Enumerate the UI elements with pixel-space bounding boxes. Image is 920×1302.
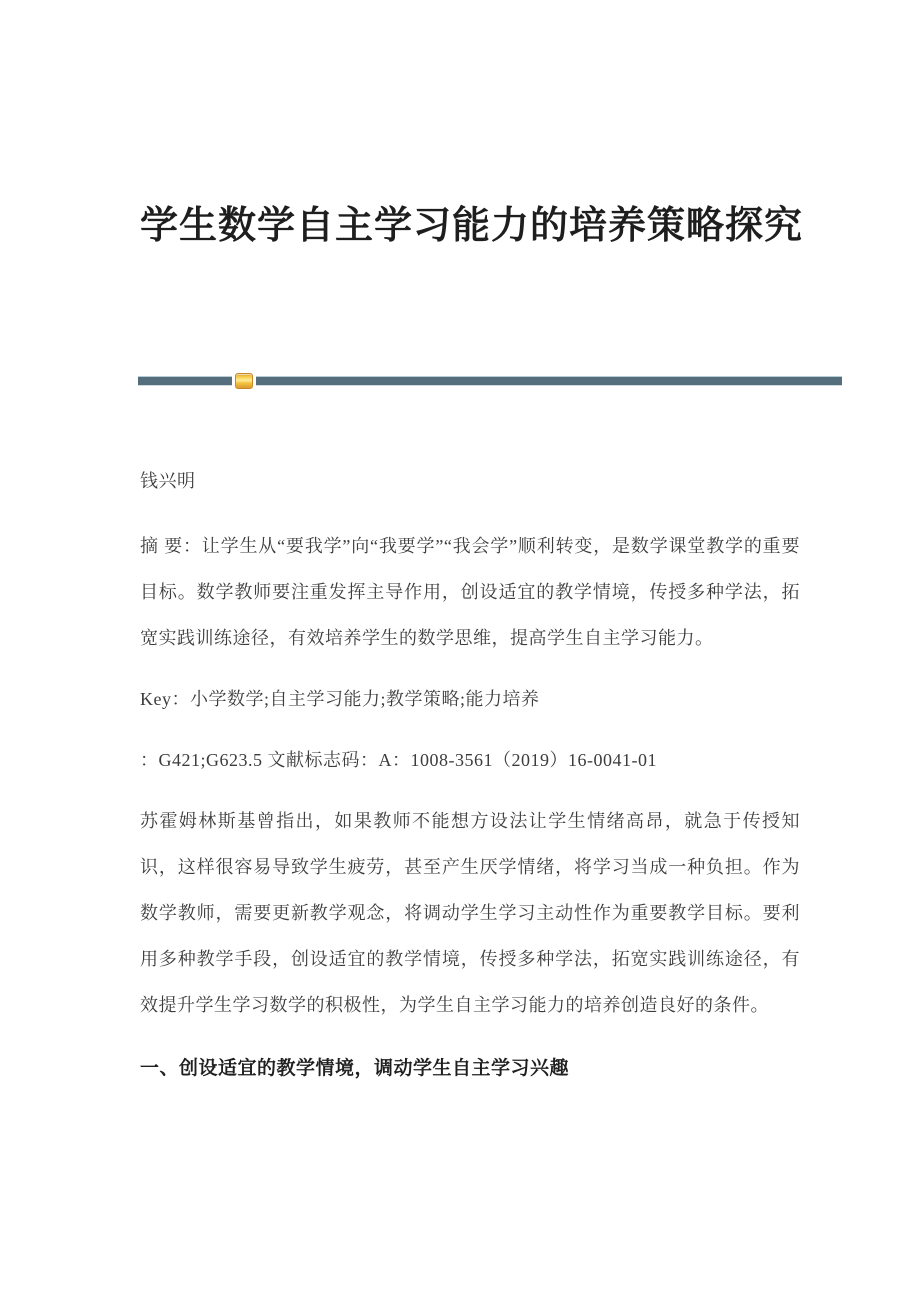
abstract-paragraph: 摘 要：让学生从“要我学”向“我要学”“我会学”顺利转变，是数学课堂教学的重要目标。数学教师要注重发挥主导作用，创设适宜的教学情境，传授多种学法，拓宽实践训练途径，有效培养学生的数学思维，提高学生自主学习能力。	[140, 536, 800, 648]
classification-line: ：G421;G623.5 文献标志码：A：1008-3561（2019）16-0041-01	[140, 750, 657, 770]
body-paragraph: 苏霍姆林斯基曾指出，如果教师不能想方设法让学生情绪高昂，就急于传授知识，这样很容易导致学生疲劳，甚至产生厌学情绪，将学习当成一种负担。作为数学教师，需要更新教学观念，将调动学生学习主动性作为重要教学目标。要利用多种教学手段，创设适宜的教学情境，传授多种学法，拓宽实践训练途径，有效提升学生学习数学的积极性，为学生自主学习能力的培养创造良好的条件。	[140, 811, 800, 1015]
section-heading: 一、创设适宜的教学情境，调动学生自主学习兴趣	[140, 1058, 570, 1079]
divider-bar-left	[138, 376, 232, 386]
document-content	[140, 0, 804, 1084]
divider-bar-right	[256, 376, 842, 386]
keywords-line: Key：小学数学;自主学习能力;教学策略;能力培养	[140, 689, 540, 709]
page-title: 学生数学自主学习能力的培养策略探究	[140, 205, 804, 247]
author-name: 钱兴明	[140, 471, 196, 491]
title-divider	[138, 372, 842, 390]
divider-ornament-icon	[235, 373, 253, 389]
